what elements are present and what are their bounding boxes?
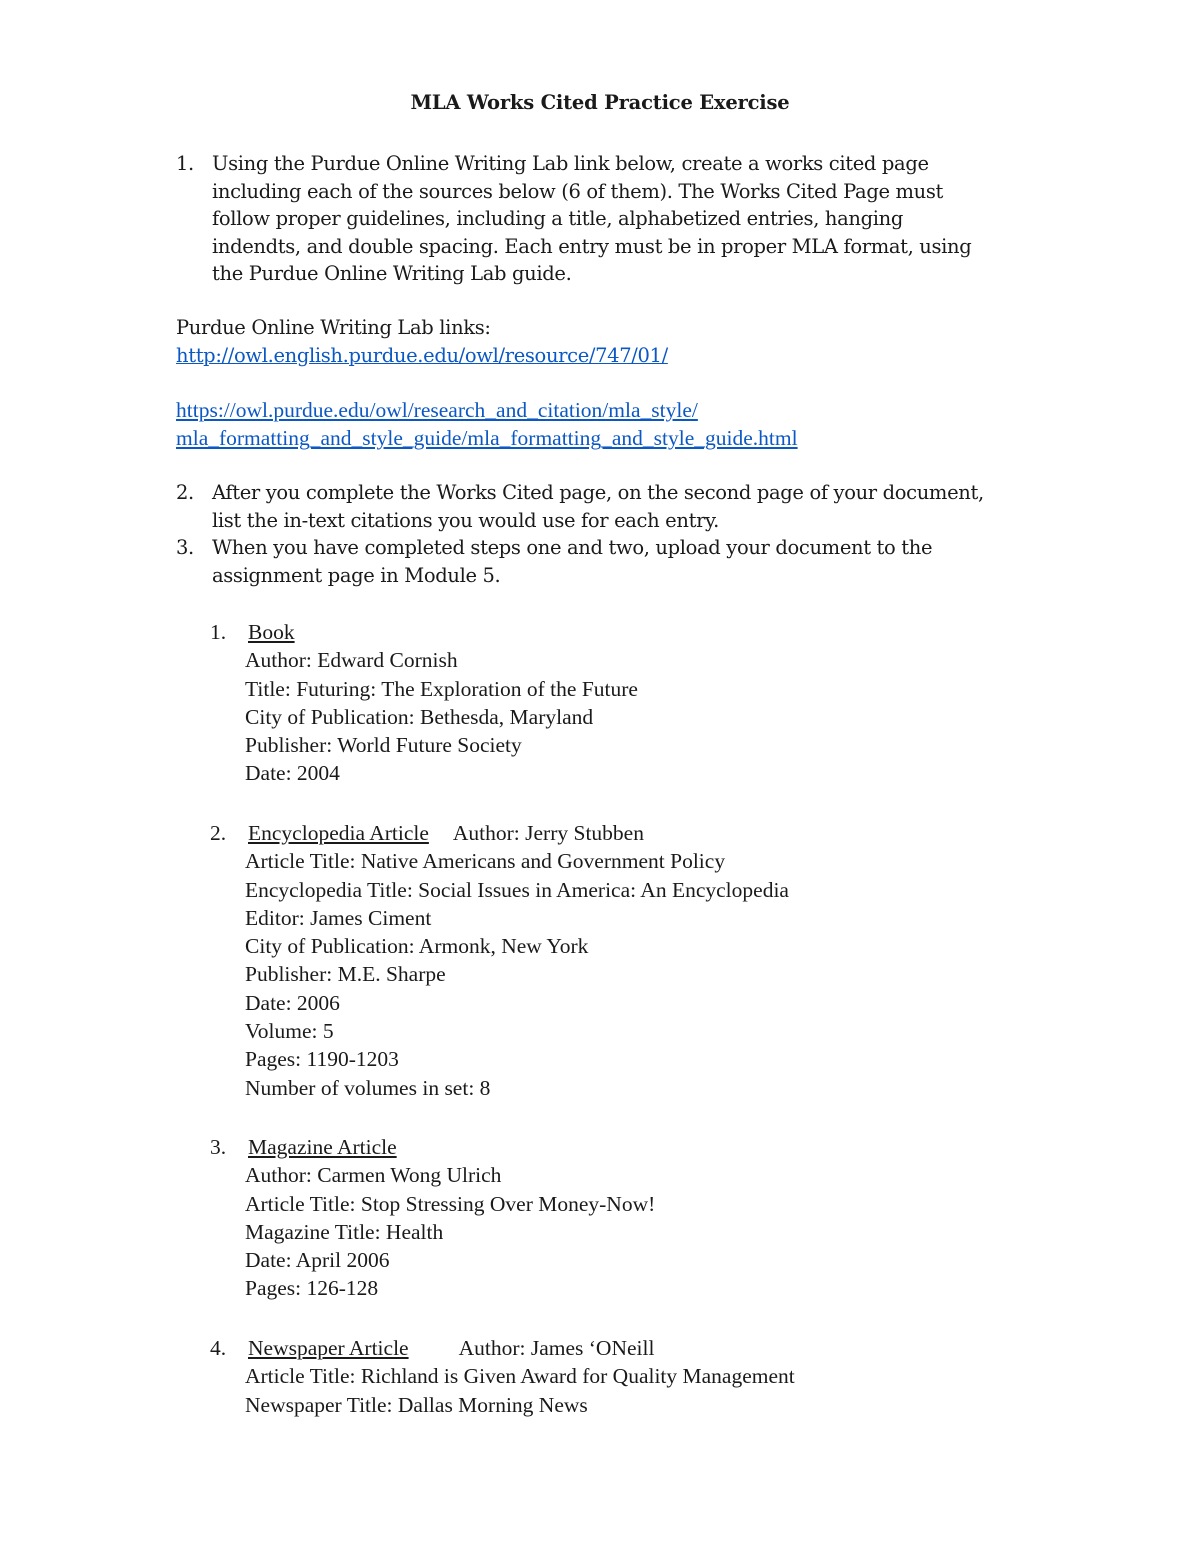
- page-title: MLA Works Cited Practice Exercise: [410, 91, 790, 114]
- source-field: Publisher: World Future Society: [245, 733, 522, 758]
- source-heading: [248, 1133, 397, 1161]
- source-field: Volume: 5: [245, 1019, 334, 1044]
- source-fields: [245, 646, 638, 787]
- source-field: Pages: 126-128: [245, 1276, 379, 1301]
- owl-resource-link[interactable]: http://owl.english.purdue.edu/owl/resource/747/01/: [176, 344, 668, 367]
- source-field: Date: 2004: [245, 761, 340, 786]
- source-field: Number of volumes in set: 8: [245, 1075, 491, 1100]
- step-line: After you complete the Works Cited page, on the second page of your document,: [212, 481, 984, 504]
- step-text: [212, 150, 1032, 288]
- links-label: Purdue Online Writing Lab links:: [176, 316, 491, 339]
- source-number: 1.: [210, 620, 227, 644]
- source-field: City of Publication: Armonk, New York: [245, 934, 589, 959]
- step-text: [212, 534, 1032, 589]
- source-field: Newspaper Title: Dallas Morning News: [245, 1392, 588, 1417]
- source-field: Author: Carmen Wong Ulrich: [245, 1163, 502, 1188]
- source-field: Pages: 1190-1203: [245, 1047, 399, 1072]
- source-type: Encyclopedia Article: [248, 821, 429, 845]
- source-field: Editor: James Ciment: [245, 905, 432, 930]
- link-mla-guide-line-1: [176, 396, 698, 424]
- source-fields: [245, 1362, 795, 1419]
- source-author-inline: Author: Jerry Stubben: [452, 821, 644, 845]
- source-field: Author: Edward Cornish: [245, 648, 458, 673]
- step-line: assignment page in Module 5.: [212, 563, 501, 587]
- source-field: Article Title: Stop Stressing Over Money-Now!: [245, 1191, 656, 1216]
- step-line: list the in-text citations you would use for each entry.: [212, 508, 719, 532]
- source-fields: [245, 1161, 655, 1302]
- step-line: When you have completed steps one and two, upload your document to the: [212, 536, 933, 559]
- source-field: Date: 2006: [245, 990, 340, 1015]
- source-type: Magazine Article: [248, 1135, 397, 1159]
- step-line: indendts, and double spacing. Each entry must be in proper MLA format, using: [212, 234, 972, 258]
- step-number: 2.: [176, 481, 194, 504]
- source-field: Publisher: M.E. Sharpe: [245, 962, 446, 987]
- source-field: Article Title: Native Americans and Government Policy: [245, 849, 726, 874]
- step-text: [212, 479, 1032, 534]
- step-line: including each of the sources below (6 of them). The Works Cited Page must: [212, 179, 943, 203]
- source-field: Article Title: Richland is Given Award for Quality Management: [245, 1364, 795, 1389]
- source-author-inline: Author: James ‘ONeill: [458, 1336, 655, 1360]
- source-number: 3.: [210, 1135, 227, 1159]
- source-number: 2.: [210, 821, 227, 845]
- source-type: Newspaper Article: [248, 1336, 409, 1360]
- source-fields: [245, 847, 789, 1102]
- link-mla-guide-line-2: [176, 424, 798, 452]
- mla-guide-link-part-2[interactable]: mla_formatting_and_style_guide/mla_formatting_and_style_guide.html: [176, 426, 798, 450]
- source-number: 4.: [210, 1336, 227, 1360]
- step-line: the Purdue Online Writing Lab guide.: [212, 262, 572, 285]
- link-owl-resource: [176, 342, 668, 370]
- source-field: Encyclopedia Title: Social Issues in America: An Encyclopedia: [245, 877, 789, 902]
- source-field: Title: Futuring: The Exploration of the Future: [245, 676, 638, 701]
- step-line: follow proper guidelines, including a title, alphabetized entries, hanging: [212, 207, 903, 230]
- source-field: Date: April 2006: [245, 1248, 390, 1273]
- source-heading: [248, 1334, 654, 1362]
- step-line: Using the Purdue Online Writing Lab link below, create a works cited page: [212, 152, 929, 175]
- source-field: Magazine Title: Health: [245, 1219, 444, 1244]
- step-number: 3.: [176, 536, 194, 559]
- source-heading: [248, 819, 644, 847]
- mla-guide-link-part-1[interactable]: https://owl.purdue.edu/owl/research_and_citation/mla_style/: [176, 398, 698, 422]
- source-heading: [248, 618, 295, 646]
- source-field: City of Publication: Bethesda, Maryland: [245, 704, 594, 729]
- step-number: 1.: [176, 152, 194, 175]
- source-type: Book: [248, 620, 295, 644]
